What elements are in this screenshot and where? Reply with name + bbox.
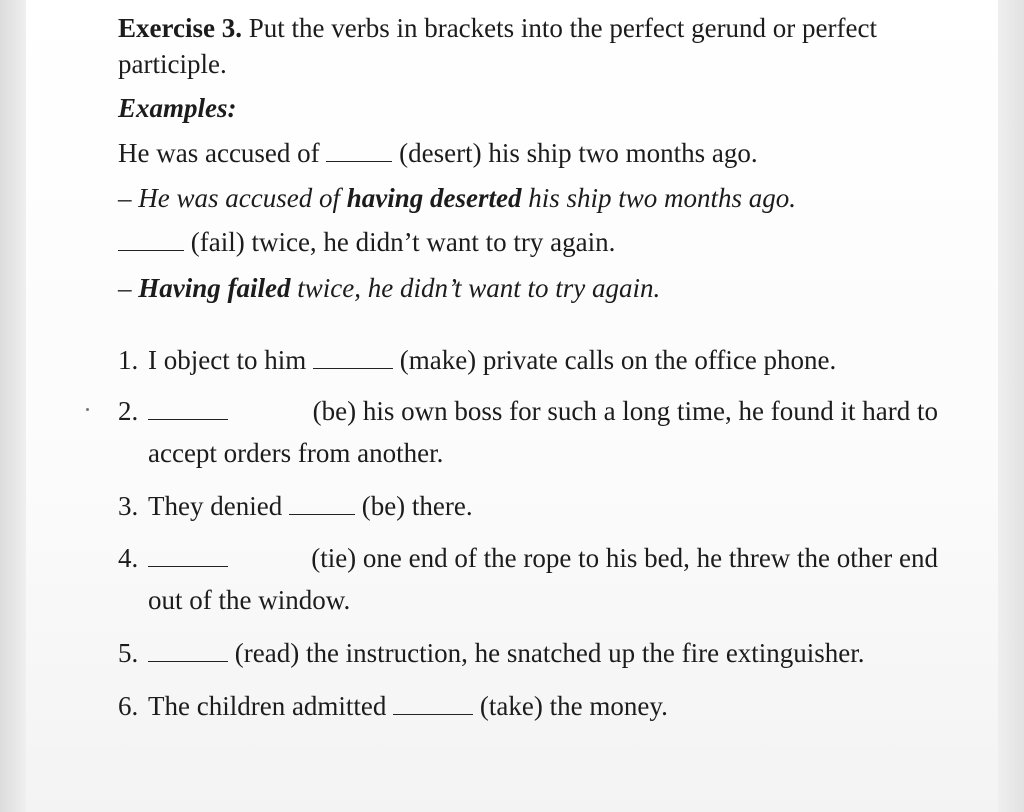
item-number: 1.: [118, 345, 139, 375]
item-continuation: accept orders from another.: [148, 438, 444, 468]
item-4-start: [118, 537, 228, 579]
item-number: 2.: [118, 396, 139, 426]
examples-heading: Examples:: [118, 93, 237, 123]
item-after: (take) the money.: [479, 691, 668, 721]
item-continuation: out of the window.: [148, 585, 351, 615]
exercise-label: Exercise 3.: [118, 13, 242, 43]
item-2-start: [118, 390, 228, 432]
item-4-line: [118, 537, 938, 579]
item-4: [118, 537, 938, 621]
answer-blank: [148, 641, 228, 662]
item-after: (read) the instruction, he snatched up the fire extinguisher.: [234, 638, 865, 668]
example-1-after: (desert) his ship two months ago.: [399, 138, 758, 168]
right-shadow: [998, 0, 1024, 812]
example-1-blank: [326, 141, 392, 162]
item-5: [118, 632, 938, 674]
answer-blank: [393, 694, 473, 715]
example-1: [118, 135, 758, 171]
example-1-answer-prefix: – He was accused of: [118, 183, 340, 213]
answer-blank: [313, 348, 393, 369]
example-2-after: (fail) twice, he didn’t want to try again.: [190, 227, 616, 257]
item-after: (make) private calls on the office phone.: [399, 345, 837, 375]
item-before: They denied: [148, 491, 283, 521]
left-shadow: [0, 0, 26, 812]
example-1-answer-bold: having deserted: [346, 183, 522, 213]
item-after: (be) his own boss for such a long time, he found it hard to: [312, 396, 938, 426]
example-2: [118, 224, 615, 260]
item-number: 4.: [118, 543, 139, 573]
item-3: [118, 485, 938, 527]
item-before: I object to him: [148, 345, 307, 375]
answer-blank: [148, 546, 228, 567]
example-2-answer: [118, 270, 660, 306]
item-2-line: [118, 390, 938, 432]
item-after: (tie) one end of the rope to his bed, he threw the other end: [311, 543, 938, 573]
example-1-answer: [118, 180, 796, 216]
instruction-line-1: Put the verbs in brackets into the perfect gerund or perfect: [248, 13, 877, 43]
item-6: [118, 685, 938, 727]
item-number: 5.: [118, 638, 139, 668]
item-1: [118, 339, 938, 381]
stray-dot: [86, 408, 89, 411]
instruction-line-2: participle.: [118, 49, 227, 79]
example-1-before: He was accused of: [118, 138, 320, 168]
answer-blank: [289, 494, 355, 515]
item-number: 6.: [118, 691, 139, 721]
answer-blank: [148, 399, 228, 420]
item-number: 3.: [118, 491, 139, 521]
example-2-blank: [118, 230, 184, 251]
example-2-answer-prefix: –: [118, 273, 132, 303]
example-2-answer-suffix: twice, he didn’t want to try again.: [297, 273, 661, 303]
item-before: The children admitted: [148, 691, 387, 721]
item-2: [118, 390, 938, 474]
exercise-instruction: [118, 10, 877, 46]
item-after: (be) there.: [361, 491, 473, 521]
example-1-answer-suffix: his ship two months ago.: [528, 183, 797, 213]
example-2-answer-bold: Having failed: [138, 273, 291, 303]
